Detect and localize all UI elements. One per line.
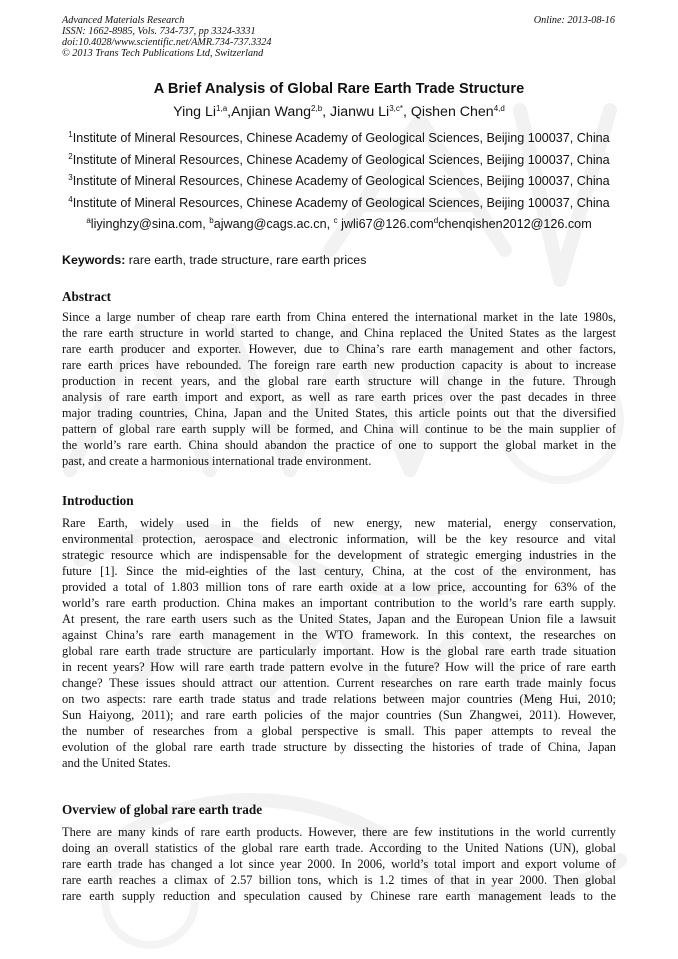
text-line: rare earth producer and exporter. However, due to China’s rare earth management and other factors, (62, 342, 616, 356)
text-line: future [1]. Since the mid-eighties of the last century, China, at the cost of the environment, has (62, 564, 616, 578)
author-name: Qishen Chen (410, 104, 494, 120)
text-line: environmental protection, aerospace and electronic information, will be the key resource and vital (62, 532, 616, 546)
text-line: on two aspects: rare earth trade status and trade relations between major countries (Meng Hui, 2010; (62, 692, 616, 706)
text-line: provided a total of 1.803 million tons of rare earth oxide at a low price, accounting for 63% of the (62, 580, 616, 594)
email-link[interactable]: jwli67@126.com (337, 217, 434, 231)
email-link[interactable]: liyinghzy@sina.com, (90, 217, 210, 231)
overview-heading: Overview of global rare earth trade (62, 802, 263, 817)
keywords-label: Keywords: (62, 253, 126, 267)
journal-doi[interactable]: doi:10.4028/www.scientific.net/AMR.734-737.3324 (62, 37, 272, 48)
text-line: evolution of the global rare earth trade structure by dissecting the histories of trade of China, Japan (62, 740, 616, 754)
text-line: change? These issues should attract our attention. Current researches on rare earth trade mainly focus (62, 676, 616, 690)
text-line: pattern of global rare earth supply will be formed, and China will continue to be the main supplier of (62, 422, 616, 436)
text-line: world’s rare earth production. China makes an important contribution to the world’s rare earth supply. (62, 596, 616, 610)
text-line: rare earth supply reduction and speculation caused by Chinese rare earth management leads to the (62, 889, 616, 903)
abstract-heading: Abstract (62, 289, 112, 304)
text-line: Sun Haiyong, 2011); and rare earth policies of the major countries (Sun Zhangwei, 2011). However, (62, 708, 616, 722)
affiliation-3 (0, 174, 678, 188)
text-line: global rare earth trade structure are particularly important. How is the global rare earth trade situation (62, 644, 616, 658)
introduction-heading: Introduction (62, 493, 134, 508)
affiliation-text: Institute of Mineral Resources, Chinese Academy of Geological Sciences, Beijing 100037, China (72, 174, 610, 188)
journal-name: Advanced Materials Research (62, 15, 185, 26)
affiliation-number: 1 (68, 130, 73, 139)
text-line: rare earth prices have rebounded. The foreign rare earth new production capacity is about to increase (62, 358, 616, 372)
text-line: production in recent years, and the global rare earth structure will change in the future. Through (62, 374, 616, 388)
affiliation-2 (0, 153, 678, 167)
text-line: against China’s rare earth management in the WTO framework. In this context, the researches on (62, 628, 616, 642)
affiliation-4 (0, 196, 678, 210)
email-link[interactable]: chenqishen2012@126.com (438, 217, 592, 231)
text-line: past, and create a harmonious international trade environment. (62, 454, 372, 468)
text-line: analysis of rare earth import and export, as well as rare earth prices over the past decades in three (62, 390, 616, 404)
author-sup: 2,b (311, 104, 323, 113)
author-sup: 3,c* (389, 104, 403, 113)
text-line: Rare Earth, widely used in the fields of new energy, new material, energy conservation, (62, 516, 616, 530)
affiliation-number: 4 (68, 195, 73, 204)
affiliation-number: 3 (68, 173, 73, 182)
text-line: the world’s rare earth. China should abandon the practice of one to support the global market in the (62, 438, 616, 452)
text-line: major trading countries, China, Japan and the United States, this article points out that the diversified (62, 406, 616, 420)
author-sup: 1,a (216, 104, 228, 113)
text-line: rare earth reaches a climax of 2.57 billion tons, which is 1.2 times of that in year 2000. Then global (62, 873, 616, 887)
text-line: At present, the rare earth users such as the United States, Japan and the European Union file a lawsuit (62, 612, 616, 626)
text-line: There are many kinds of rare earth products. However, there are few institutions in the world currently (62, 825, 616, 839)
text-line: rare earth trade has changed a lot since year 2000. In 2006, world’s total import and export volume of (62, 857, 616, 871)
text-line: the number of researches from a global perspective is small. This paper attempts to reveal the (62, 724, 616, 738)
author-sup: 4,d (493, 104, 505, 113)
keywords (62, 253, 366, 267)
text-line: in recent years? How will rare earth trade pattern evolve in the future? How will the price of rare earth (62, 660, 616, 674)
journal-copyright: © 2013 Trans Tech Publications Ltd, Switzerland (62, 48, 264, 59)
affiliation-text: Institute of Mineral Resources, Chinese Academy of Geological Sciences, Beijing 100037, China (72, 196, 610, 210)
keywords-text: rare earth, trade structure, rare earth prices (125, 253, 367, 267)
online-date: Online: 2013-08-16 (533, 15, 615, 26)
abstract-body (62, 309, 616, 469)
email-sup: a (86, 216, 91, 225)
author-list: Ying Li$^{1,a}$,Anjian Wang$^{2,b}$, Jianwu $Li^{3,c*}$, Qishen Chen$^{4,d}$ (173, 104, 505, 120)
author-name: Anjian Wang (231, 104, 312, 120)
text-line: doing an overall statistics of the global rare earth trade. According to the United Nations (UN), global (62, 841, 616, 855)
journal-issn: ISSN: 1662-8985, Vols. 734-737, pp 3324-3331 (62, 26, 256, 37)
email-link[interactable]: ajwang@cags.ac.cn, (213, 217, 334, 231)
introduction-body (62, 515, 616, 771)
email-sup: d (433, 216, 439, 225)
text-line: strategic resource which are indispensable for the development of strategic emerging industries in the (62, 548, 616, 562)
paper-title: A Brief Analysis of Global Rare Earth Trade Structure (153, 81, 525, 97)
text-line: Since a large number of cheap rare earth from China entered the international market in the late 1980s, (62, 310, 616, 324)
email-list (0, 217, 678, 231)
overview-body (62, 824, 616, 904)
author-name: Jianwu Li (330, 104, 390, 120)
affiliation-text: Institute of Mineral Resources, Chinese Academy of Geological Sciences, Beijing 100037, China (72, 131, 610, 145)
affiliation-1 (0, 131, 678, 145)
email-sup: b (209, 216, 214, 225)
email-sup: c (333, 216, 338, 225)
text-line: the rare earth structure in world started to change, and China replaced the United States as the largest (62, 326, 616, 340)
journal-info (62, 15, 271, 59)
affiliation-text: Institute of Mineral Resources, Chinese Academy of Geological Sciences, Beijing 100037, China (72, 153, 610, 167)
author-name: Ying Li (173, 104, 217, 120)
affiliation-number: 2 (68, 152, 73, 161)
text-line: and the United States. (62, 756, 171, 770)
